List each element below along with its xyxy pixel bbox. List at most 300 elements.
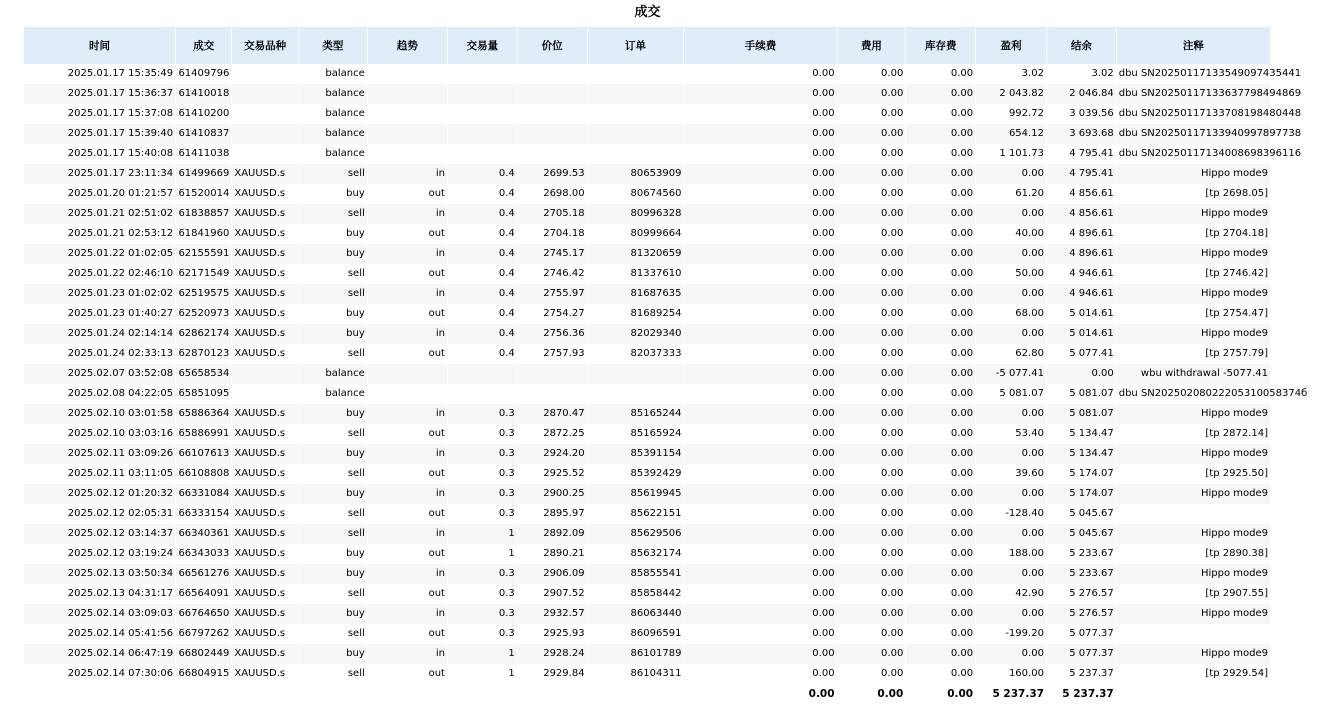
cell-time: 2025.01.21 02:51:02 (24, 204, 176, 224)
cell-swap: 0.00 (906, 184, 976, 204)
cell-price: 2925.52 (518, 464, 588, 484)
cell-balance: 3 039.56 (1047, 104, 1117, 124)
total-balance: 5 237.37 (1047, 684, 1117, 704)
cell-order (588, 104, 685, 124)
table-row[interactable] (24, 504, 1271, 524)
column-header-profit[interactable]: 盈利 (976, 27, 1047, 64)
cell-symbol: XAUUSD.s (232, 184, 299, 204)
cell-fee: 0.00 (838, 124, 907, 144)
cell-direction: in (368, 204, 448, 224)
cell-deal: 62171549 (176, 264, 232, 284)
cell-deal: 66343033 (176, 544, 232, 564)
cell-commission: 0.00 (684, 504, 837, 524)
table-row[interactable] (24, 204, 1271, 224)
cell-comment: [tp 2754.47] (1117, 304, 1271, 324)
cell-fee: 0.00 (838, 104, 907, 124)
cell-deal: 61410018 (176, 84, 232, 104)
cell-type: balance (299, 64, 368, 84)
cell-direction: in (368, 324, 448, 344)
cell-order: 85622151 (588, 504, 685, 524)
cell-comment: [tp 2929.54] (1117, 664, 1271, 684)
cell-volume: 0.3 (448, 504, 518, 524)
cell-profit: 654.12 (976, 124, 1047, 144)
cell-direction: in (368, 564, 448, 584)
cell-swap: 0.00 (906, 224, 976, 244)
cell-balance: 5 174.07 (1047, 464, 1117, 484)
cell-swap: 0.00 (906, 584, 976, 604)
cell-symbol: XAUUSD.s (232, 204, 299, 224)
cell-swap: 0.00 (906, 404, 976, 424)
cell-fee: 0.00 (838, 304, 907, 324)
cell-order: 80653909 (588, 164, 685, 184)
cell-time: 2025.01.24 02:14:14 (24, 324, 176, 344)
cell-balance: 5 081.07 (1047, 404, 1117, 424)
cell-comment: [tp 2698.05] (1117, 184, 1271, 204)
cell-profit: -5 077.41 (976, 364, 1047, 384)
cell-time: 2025.02.13 03:50:34 (24, 564, 176, 584)
column-header-commission[interactable]: 手续费 (684, 27, 837, 64)
cell-time: 2025.02.12 03:14:37 (24, 524, 176, 544)
cell-direction: in (368, 164, 448, 184)
cell-volume (448, 64, 518, 84)
cell-price: 2892.09 (518, 524, 588, 544)
cell-price: 2698.00 (518, 184, 588, 204)
cell-commission: 0.00 (684, 444, 837, 464)
cell-comment: Hippo mode9 (1117, 204, 1271, 224)
cell-comment: Hippo mode9 (1117, 444, 1271, 464)
cell-swap: 0.00 (906, 64, 976, 84)
cell-commission: 0.00 (684, 304, 837, 324)
column-header-type[interactable]: 类型 (299, 27, 368, 64)
cell-comment: Hippo mode9 (1117, 644, 1271, 664)
table-row[interactable] (24, 124, 1271, 144)
cell-commission: 0.00 (684, 424, 837, 444)
column-header-order[interactable]: 订单 (588, 27, 685, 64)
cell-symbol: XAUUSD.s (232, 664, 299, 684)
cell-time: 2025.01.17 23:11:34 (24, 164, 176, 184)
cell-price: 2890.21 (518, 544, 588, 564)
cell-direction: out (368, 584, 448, 604)
cell-deal: 62155591 (176, 244, 232, 264)
table-row[interactable] (24, 524, 1271, 544)
cell-symbol: XAUUSD.s (232, 264, 299, 284)
table-row[interactable] (24, 644, 1271, 664)
table-row[interactable] (24, 444, 1271, 464)
cell-profit: 992.72 (976, 104, 1047, 124)
cell-order (588, 364, 685, 384)
cell-profit: 0.00 (976, 564, 1047, 584)
cell-commission: 0.00 (684, 544, 837, 564)
cell-time: 2025.01.20 01:21:57 (24, 184, 176, 204)
cell-comment: [tp 2704.18] (1117, 224, 1271, 244)
cell-deal: 65658534 (176, 364, 232, 384)
cell-price: 2704.18 (518, 224, 588, 244)
cell-profit: -199.20 (976, 624, 1047, 644)
cell-volume: 0.4 (448, 204, 518, 224)
cell-time: 2025.01.23 01:40:27 (24, 304, 176, 324)
cell-symbol: XAUUSD.s (232, 424, 299, 444)
table-row[interactable] (24, 604, 1271, 624)
cell-deal: 66804915 (176, 664, 232, 684)
cell-symbol: XAUUSD.s (232, 444, 299, 464)
cell-balance: 4 896.61 (1047, 244, 1117, 264)
cell-swap: 0.00 (906, 564, 976, 584)
cell-order: 81337610 (588, 264, 685, 284)
cell-deal: 61409796 (176, 64, 232, 84)
cell-price (518, 64, 588, 84)
cell-volume: 0.4 (448, 344, 518, 364)
cell-balance: 4 946.61 (1047, 264, 1117, 284)
column-header-symbol[interactable]: 交易品种 (232, 27, 299, 64)
cell-balance: 5 174.07 (1047, 484, 1117, 504)
cell-direction: in (368, 644, 448, 664)
cell-swap: 0.00 (906, 104, 976, 124)
cell-commission: 0.00 (684, 344, 837, 364)
cell-volume: 1 (448, 644, 518, 664)
cell-price: 2756.36 (518, 324, 588, 344)
cell-fee: 0.00 (838, 664, 907, 684)
table-row[interactable] (24, 424, 1271, 444)
cell-deal: 66764650 (176, 604, 232, 624)
cell-fee: 0.00 (838, 204, 907, 224)
cell-deal: 66564091 (176, 584, 232, 604)
cell-balance: 5 134.47 (1047, 444, 1117, 464)
cell-fee: 0.00 (838, 84, 907, 104)
cell-profit: 0.00 (976, 604, 1047, 624)
cell-price: 2900.25 (518, 484, 588, 504)
column-header-price[interactable]: 价位 (518, 27, 588, 64)
cell-price: 2929.84 (518, 664, 588, 684)
table-row[interactable] (24, 224, 1271, 244)
cell-deal: 62870123 (176, 344, 232, 364)
cell-volume: 0.3 (448, 624, 518, 644)
cell-profit: 68.00 (976, 304, 1047, 324)
cell-profit: 0.00 (976, 644, 1047, 664)
table-row[interactable] (24, 484, 1271, 504)
cell-balance: 5 014.61 (1047, 304, 1117, 324)
cell-type: balance (299, 384, 368, 404)
cell-volume: 0.4 (448, 324, 518, 344)
cell-price: 2754.27 (518, 304, 588, 324)
column-header-direction[interactable]: 趋势 (368, 27, 448, 64)
cell-balance: 4 795.41 (1047, 164, 1117, 184)
cell-profit: 5 081.07 (976, 384, 1047, 404)
table-row[interactable] (24, 584, 1271, 604)
cell-time: 2025.02.12 02:05:31 (24, 504, 176, 524)
cell-price: 2746.42 (518, 264, 588, 284)
cell-profit: 0.00 (976, 244, 1047, 264)
table-row[interactable] (24, 64, 1271, 84)
column-header-fee[interactable]: 费用 (838, 27, 907, 64)
cell-type: balance (299, 104, 368, 124)
cell-symbol (232, 364, 299, 384)
cell-symbol: XAUUSD.s (232, 304, 299, 324)
totals-spacer (24, 684, 684, 704)
cell-volume: 0.3 (448, 404, 518, 424)
cell-direction: in (368, 284, 448, 304)
cell-price: 2895.97 (518, 504, 588, 524)
cell-balance: 5 237.37 (1047, 664, 1117, 684)
cell-fee: 0.00 (838, 644, 907, 664)
cell-fee: 0.00 (838, 264, 907, 284)
table-row[interactable] (24, 284, 1271, 304)
cell-deal: 66802449 (176, 644, 232, 664)
cell-volume: 0.4 (448, 304, 518, 324)
cell-fee: 0.00 (838, 604, 907, 624)
cell-swap: 0.00 (906, 364, 976, 384)
cell-time: 2025.02.12 03:19:24 (24, 544, 176, 564)
cell-price (518, 84, 588, 104)
cell-price (518, 384, 588, 404)
cell-swap: 0.00 (906, 244, 976, 264)
cell-symbol (232, 104, 299, 124)
cell-comment: [tp 2746.42] (1117, 264, 1271, 284)
cell-fee: 0.00 (838, 344, 907, 364)
cell-profit: 0.00 (976, 164, 1047, 184)
cell-order: 86063440 (588, 604, 685, 624)
cell-volume: 0.3 (448, 484, 518, 504)
cell-fee: 0.00 (838, 524, 907, 544)
cell-order: 85391154 (588, 444, 685, 464)
cell-profit: 0.00 (976, 284, 1047, 304)
cell-balance: 4 856.61 (1047, 204, 1117, 224)
table-row[interactable] (24, 184, 1271, 204)
cell-swap: 0.00 (906, 284, 976, 304)
cell-swap: 0.00 (906, 124, 976, 144)
cell-price (518, 104, 588, 124)
cell-time: 2025.02.12 01:20:32 (24, 484, 176, 504)
cell-profit: 40.00 (976, 224, 1047, 244)
cell-commission: 0.00 (684, 364, 837, 384)
cell-profit: 2 043.82 (976, 84, 1047, 104)
cell-symbol: XAUUSD.s (232, 604, 299, 624)
column-header-swap[interactable]: 库存费 (906, 27, 976, 64)
cell-order: 80674560 (588, 184, 685, 204)
cell-price (518, 364, 588, 384)
cell-volume: 0.4 (448, 184, 518, 204)
cell-symbol: XAUUSD.s (232, 584, 299, 604)
cell-commission: 0.00 (684, 664, 837, 684)
cell-type: buy (299, 444, 368, 464)
cell-fee: 0.00 (838, 364, 907, 384)
table-row[interactable] (24, 404, 1271, 424)
cell-fee: 0.00 (838, 444, 907, 464)
cell-volume: 0.4 (448, 164, 518, 184)
cell-price: 2705.18 (518, 204, 588, 224)
cell-type: sell (299, 504, 368, 524)
cell-deal: 62520973 (176, 304, 232, 324)
total-commission: 0.00 (684, 684, 837, 704)
cell-profit: 61.20 (976, 184, 1047, 204)
totals-row (24, 684, 1271, 704)
cell-swap: 0.00 (906, 664, 976, 684)
cell-time: 2025.01.17 15:40:08 (24, 144, 176, 164)
cell-symbol: XAUUSD.s (232, 324, 299, 344)
column-header-volume[interactable]: 交易量 (448, 27, 518, 64)
cell-deal: 62862174 (176, 324, 232, 344)
cell-direction: out (368, 224, 448, 244)
cell-order: 82029340 (588, 324, 685, 344)
cell-commission: 0.00 (684, 184, 837, 204)
cell-swap: 0.00 (906, 324, 976, 344)
cell-volume (448, 364, 518, 384)
cell-order: 85855541 (588, 564, 685, 584)
cell-order: 86096591 (588, 624, 685, 644)
table-row[interactable] (24, 544, 1271, 564)
cell-commission: 0.00 (684, 204, 837, 224)
cell-type: sell (299, 624, 368, 644)
table-row[interactable] (24, 344, 1271, 364)
cell-volume: 0.4 (448, 244, 518, 264)
cell-fee: 0.00 (838, 504, 907, 524)
cell-direction (368, 144, 448, 164)
cell-fee: 0.00 (838, 584, 907, 604)
cell-time: 2025.01.22 01:02:05 (24, 244, 176, 264)
cell-order: 85629506 (588, 524, 685, 544)
table-row[interactable] (24, 264, 1271, 284)
column-header-time[interactable]: 时间 (24, 27, 176, 64)
cell-swap: 0.00 (906, 384, 976, 404)
cell-order: 81320659 (588, 244, 685, 264)
cell-time: 2025.01.17 15:39:40 (24, 124, 176, 144)
cell-direction: out (368, 264, 448, 284)
table-row[interactable] (24, 164, 1271, 184)
cell-type: sell (299, 204, 368, 224)
cell-profit: 39.60 (976, 464, 1047, 484)
cell-price: 2745.17 (518, 244, 588, 264)
cell-volume (448, 144, 518, 164)
cell-time: 2025.02.14 07:30:06 (24, 664, 176, 684)
table-row[interactable] (24, 144, 1271, 164)
table-row[interactable] (24, 464, 1271, 484)
cell-balance: 5 276.57 (1047, 584, 1117, 604)
cell-balance: 5 233.67 (1047, 564, 1117, 584)
cell-price: 2870.47 (518, 404, 588, 424)
cell-direction: in (368, 244, 448, 264)
cell-volume: 0.4 (448, 264, 518, 284)
cell-order (588, 144, 685, 164)
cell-order: 86101789 (588, 644, 685, 664)
cell-deal: 65851095 (176, 384, 232, 404)
cell-time: 2025.01.22 02:46:10 (24, 264, 176, 284)
cell-time: 2025.01.17 15:35:49 (24, 64, 176, 84)
table-row[interactable] (24, 664, 1271, 684)
cell-symbol (232, 384, 299, 404)
cell-comment: Hippo mode9 (1117, 284, 1271, 304)
cell-type: sell (299, 284, 368, 304)
cell-order: 81689254 (588, 304, 685, 324)
page-title: 成交 (634, 5, 661, 20)
cell-deal: 61410200 (176, 104, 232, 124)
table-row[interactable] (24, 364, 1271, 384)
table-row[interactable] (24, 624, 1271, 644)
cell-comment: dbu SN20250208022205310058374б (1117, 384, 1271, 404)
cell-price: 2755.97 (518, 284, 588, 304)
table-header-row (24, 27, 1271, 64)
total-fee: 0.00 (838, 684, 907, 704)
cell-balance: 5 045.67 (1047, 504, 1117, 524)
table-row[interactable] (24, 384, 1271, 404)
cell-symbol: XAUUSD.s (232, 164, 299, 184)
cell-volume: 0.3 (448, 584, 518, 604)
cell-profit: 0.00 (976, 444, 1047, 464)
cell-direction: out (368, 544, 448, 564)
cell-time: 2025.01.17 15:36:37 (24, 84, 176, 104)
cell-type: sell (299, 264, 368, 284)
cell-symbol: XAUUSD.s (232, 344, 299, 364)
cell-balance: 0.00 (1047, 364, 1117, 384)
cell-volume: 0.4 (448, 224, 518, 244)
column-header-deal[interactable]: 成交 (176, 27, 232, 64)
cell-time: 2025.01.21 02:53:12 (24, 224, 176, 244)
cell-fee: 0.00 (838, 284, 907, 304)
deal-rows (24, 64, 1308, 684)
table-row[interactable] (24, 324, 1271, 344)
table-row[interactable] (24, 104, 1271, 124)
cell-swap: 0.00 (906, 164, 976, 184)
cell-order (588, 384, 685, 404)
cell-swap: 0.00 (906, 84, 976, 104)
table-row[interactable] (24, 244, 1271, 264)
table-row[interactable] (24, 564, 1271, 584)
cell-commission: 0.00 (684, 464, 837, 484)
cell-time: 2025.01.17 15:37:08 (24, 104, 176, 124)
cell-balance: 4 856.61 (1047, 184, 1117, 204)
cell-price (518, 144, 588, 164)
cell-order: 86104311 (588, 664, 685, 684)
total-swap: 0.00 (906, 684, 976, 704)
column-header-comment[interactable]: 注释 (1117, 27, 1271, 64)
cell-order: 85632174 (588, 544, 685, 564)
total-profit: 5 237.37 (976, 684, 1047, 704)
column-header-balance[interactable]: 结余 (1047, 27, 1117, 64)
cell-comment: [tp 2872.14] (1117, 424, 1271, 444)
cell-comment: Hippo mode9 (1117, 164, 1271, 184)
cell-swap: 0.00 (906, 604, 976, 624)
cell-comment: Hippo mode9 (1117, 244, 1271, 264)
cell-direction (368, 64, 448, 84)
cell-time: 2025.02.14 06:47:19 (24, 644, 176, 664)
cell-volume: 1 (448, 664, 518, 684)
cell-direction: out (368, 664, 448, 684)
cell-balance: 4 946.61 (1047, 284, 1117, 304)
table-row[interactable] (24, 84, 1271, 104)
cell-deal: 66333154 (176, 504, 232, 524)
cell-time: 2025.02.07 03:52:08 (24, 364, 176, 384)
cell-order: 82037333 (588, 344, 685, 364)
cell-type: sell (299, 664, 368, 684)
cell-type: buy (299, 604, 368, 624)
cell-direction: in (368, 444, 448, 464)
cell-fee: 0.00 (838, 624, 907, 644)
cell-comment: dbu SN20250117133708198480448 (1117, 104, 1271, 124)
cell-commission: 0.00 (684, 624, 837, 644)
cell-profit: 0.00 (976, 404, 1047, 424)
cell-deal: 66107613 (176, 444, 232, 464)
cell-symbol: XAUUSD.s (232, 464, 299, 484)
table-row[interactable] (24, 304, 1271, 324)
cell-swap: 0.00 (906, 524, 976, 544)
cell-comment (1117, 624, 1271, 644)
cell-time: 2025.02.10 03:01:58 (24, 404, 176, 424)
cell-symbol (232, 144, 299, 164)
cell-fee: 0.00 (838, 484, 907, 504)
cell-direction (368, 124, 448, 144)
cell-time: 2025.02.14 05:41:56 (24, 624, 176, 644)
cell-symbol: XAUUSD.s (232, 624, 299, 644)
cell-deal: 65886991 (176, 424, 232, 444)
cell-type: balance (299, 84, 368, 104)
